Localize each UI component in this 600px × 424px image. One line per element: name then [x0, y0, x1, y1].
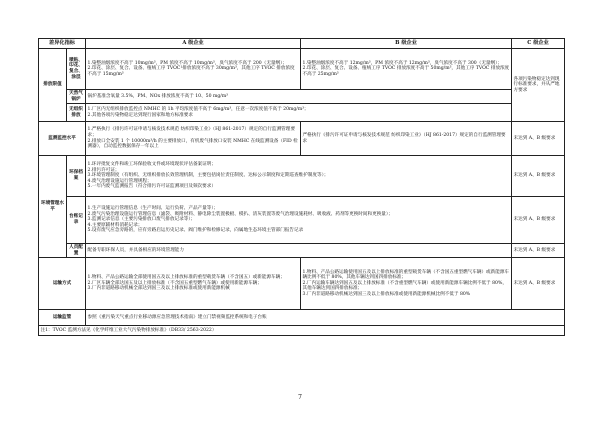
cell-line: 5.设有废气应急旁路的，应有旁路启运历史记录、阀门维护和检修记录，向属地生态环境主管部门报告记录	[87, 228, 304, 234]
header-grade-b: B 级企业	[301, 39, 512, 49]
table-row	[39, 244, 565, 258]
cell-a	[86, 122, 301, 156]
cell-line: 3.厂内非道路移动机械全部达到国三及以上排放标准或使用新能源机械	[87, 286, 230, 292]
subcategory-fugitive: 无组织排放	[67, 104, 86, 122]
cell-line: 2.厂区车辆全部达国五及以上排放标准（不含国五重型燃气车辆）或使用新能源车辆；	[87, 280, 262, 286]
cell-ab	[86, 197, 512, 244]
cell-line: 4.主要原辅材料消耗记录；	[87, 222, 143, 228]
cell-line: 1.染整油烟浓度不高于 10mg/m³，PM 浓度不高于 10mg/m³，臭气浓度不高于 200（无量纲）；	[87, 60, 287, 66]
cell-line: 2.排放口全安装 1 个 10000m³/h 的主要排放口，有机废气排放口安装 NMHC 在线监测设备（FID 检测器），自动监控数据保存一年以上	[87, 138, 298, 150]
table-row	[39, 90, 565, 104]
cell-line: 3.厂内非道路移动机械达到国三及以上排放标准或使用新能源机械比例不低于 80%	[302, 291, 471, 297]
table-row	[39, 310, 565, 326]
cell-line: 1.染整油烟浓度不高于 12mg/m³，PM 浓度不高于 12mg/m³，臭气浓度不高于 300（无量纲）；	[302, 60, 502, 66]
table-row	[39, 258, 565, 310]
cell-line: 1.环评批复文件和竣工环保验收文件或环境现状评估备案证明；	[87, 162, 216, 168]
cell-c: 未达到 A、B 级要求	[512, 258, 565, 310]
category-emission-limits: 排放限值	[39, 49, 67, 122]
cell-ab	[86, 104, 512, 122]
category-env-management: 环境管理水平	[39, 156, 67, 258]
table-header-row	[39, 39, 565, 49]
cell-line: 2.印花、涂层、复合、设备、植绒工序 TVOC¹排放浓度不高于 30mg/m³，其他工序 TVOC 排放浓度不高于 15mg/m³	[87, 66, 295, 77]
cell-line: 5.一年内废气监测报告（符合排污许可证监测项目及频次要求）	[87, 184, 216, 190]
header-indicator: 差异化指标	[39, 39, 86, 49]
cell-line: 1.物料、产品公路运输全部使用国五及以上排放标准的重型载货车辆（不含国五）或新能源车辆；	[87, 275, 285, 281]
cell-c: 各项污染物稳定达到现行标准要求，并从严地方要求	[512, 49, 565, 122]
cell-ab	[86, 156, 512, 197]
cell-line: 1.厂区内无组织排放监控点 NMHC 的 1h 平均浓度值不高于 6mg/m³，任意一次浓度值不高于 20mg/m³；	[87, 106, 309, 112]
cell-line: 1.严格执行《排污许可证申请与核发技术规范 纺织印染工业》（HJ 861-2017）规定的自行监测管理要求；	[87, 127, 295, 138]
table-note-row	[39, 326, 565, 336]
category-monitoring: 监测监控水平	[39, 122, 86, 156]
cell-a	[86, 258, 301, 310]
cell-ab: 锅炉基准含氧量 3.5%，PM、NOx 排放浓度不高于 10、50 mg/m³	[86, 90, 512, 104]
subcategory-archives: 环保档案	[67, 156, 86, 197]
cell-a	[86, 49, 301, 90]
page-number: 7	[298, 394, 302, 401]
table-row	[39, 104, 565, 122]
subcategory-staffing: 人员配置	[67, 244, 86, 258]
subcategory-gas-boiler: 天然气锅炉	[67, 90, 86, 104]
cell-c: 未达到 A、B 级要求	[512, 122, 565, 156]
subcategory-ledger: 台账记录	[67, 197, 86, 244]
cell-c: 未达到 A、B 级要求	[512, 244, 565, 258]
cell-line: 2.厂内运输车辆达到国五及以上排放标准（不含重型燃气车辆）或使用新能源车辆比例不低于 80%，其他车辆达到国四排放标准；	[302, 280, 507, 292]
cell-c: 未达到 A、B 级要求	[512, 197, 565, 244]
cell-c: 未达到 A、B 级要求	[512, 156, 565, 197]
header-grade-a: A 级企业	[86, 39, 301, 49]
cell-line: 2.其他各项污染物稳定达到现行国家和地方标准要求	[87, 112, 193, 118]
cell-line: 1.物料、产品公路运输使用国五及以上排放标准的重型载货车辆（不含国五重型燃气车辆）或新能源车辆比例不低于 80%，其他车辆达到国四排放标准；	[302, 269, 510, 281]
table-row	[39, 122, 565, 156]
table-note: 注1：TVOC 监测方法见《化学纤维工业大气污染物排放标准》（DB33/ 2563-2022）	[39, 326, 565, 336]
cell-b: 严格执行《排污许可证申请与核发技术规范 纺织印染工业》（HJ 861-2017）规定的自行监测管理要求	[301, 122, 512, 156]
cell-b	[301, 49, 512, 90]
grading-table	[38, 38, 565, 336]
category-transport: 运输方式	[39, 258, 86, 310]
cell-line: 3.监测记录信息（主要污染排放口废气排放记录等）；	[87, 217, 196, 223]
cell-line: 1.生产设施运行管理信息（生产时间、运行负荷、产品产量等）；	[87, 206, 219, 212]
cell-line: 2.印花、涂层、复合、设备、植绒工序 TVOC 排放浓度不高于 50mg/m³，其他工序 TVOC 排放浓度不高于 25mg/m³	[302, 66, 510, 77]
cell-b	[301, 258, 512, 310]
cell-abc: 参照《重污染天气重点行业移动源应急管理技术指南》建立门禁视频监控系统和电子台账	[86, 310, 565, 326]
table-row	[39, 49, 565, 90]
category-transport-supervision: 运输监管	[39, 310, 86, 326]
table-row	[39, 197, 565, 244]
header-grade-c: C 级企业	[512, 39, 565, 49]
cell-line: 3.环境管理制度（有组织、无组织排放长效管理机制，主要包括岗位责任制度、达标公示制度和定期巡查维护制度等）；	[87, 173, 329, 179]
cell-line: 2.废气污染治理设施运行管理信息（滤袋、吸附材料、静电除尘装置极板、模扒、清灰装置等废气治理设施耗材、吸收液、药剂等更换时间和更换量）；	[87, 211, 393, 217]
cell-ab: 配备专职环保人员，并具备相应的环境管理能力	[86, 244, 512, 258]
table-row	[39, 156, 565, 197]
cell-line: 2.排污许可证；	[87, 167, 120, 173]
subcategory-coating: 喷粘、印花、复合、涂层	[67, 49, 86, 90]
cell-line: 4.废气治理设施运行管理规程；	[87, 178, 152, 184]
